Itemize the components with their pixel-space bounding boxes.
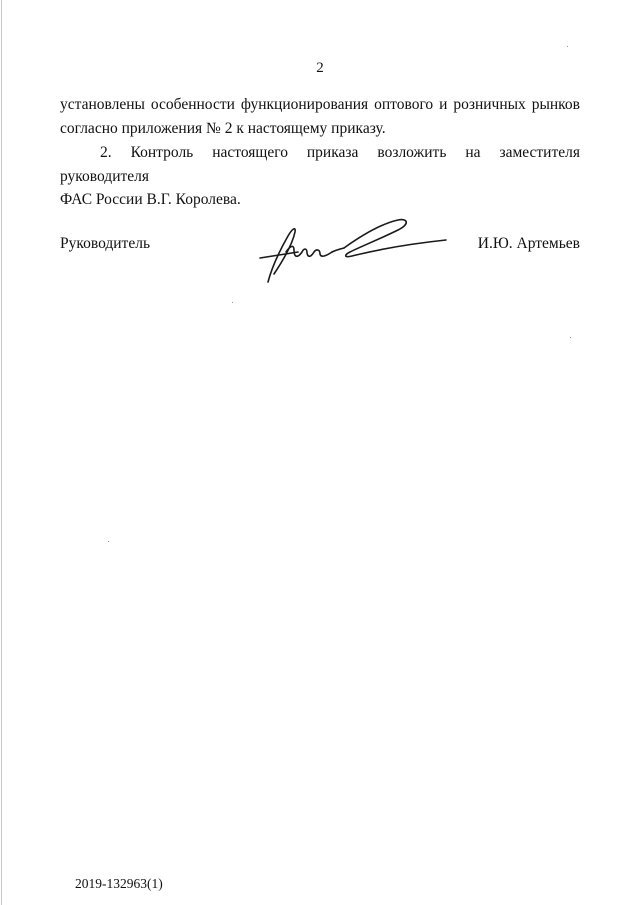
paragraph-line: согласно приложения № 2 к настоящему приказу. [60, 119, 386, 137]
document-body [60, 93, 580, 212]
paragraph-line: ФАС России В.Г. Королева. [60, 191, 241, 208]
scan-speck [108, 541, 109, 542]
paragraph-item-2: 2. Контроль настоящего приказа возложить на заместителя руководителя [60, 144, 580, 185]
scan-edge [1, 0, 2, 905]
handwritten-signature [258, 212, 454, 288]
signatory-role: Руководитель [60, 235, 151, 252]
signatory-name: И.Ю. Артемьев [477, 235, 580, 252]
scan-speck [570, 337, 571, 338]
paragraph-line: установлены особенности функционирования оптового и розничных рынков [60, 96, 580, 113]
scan-speck [232, 302, 233, 303]
page-number: 2 [316, 60, 324, 76]
document-id: 2019-132963(1) [75, 876, 163, 891]
scan-speck [567, 46, 568, 47]
